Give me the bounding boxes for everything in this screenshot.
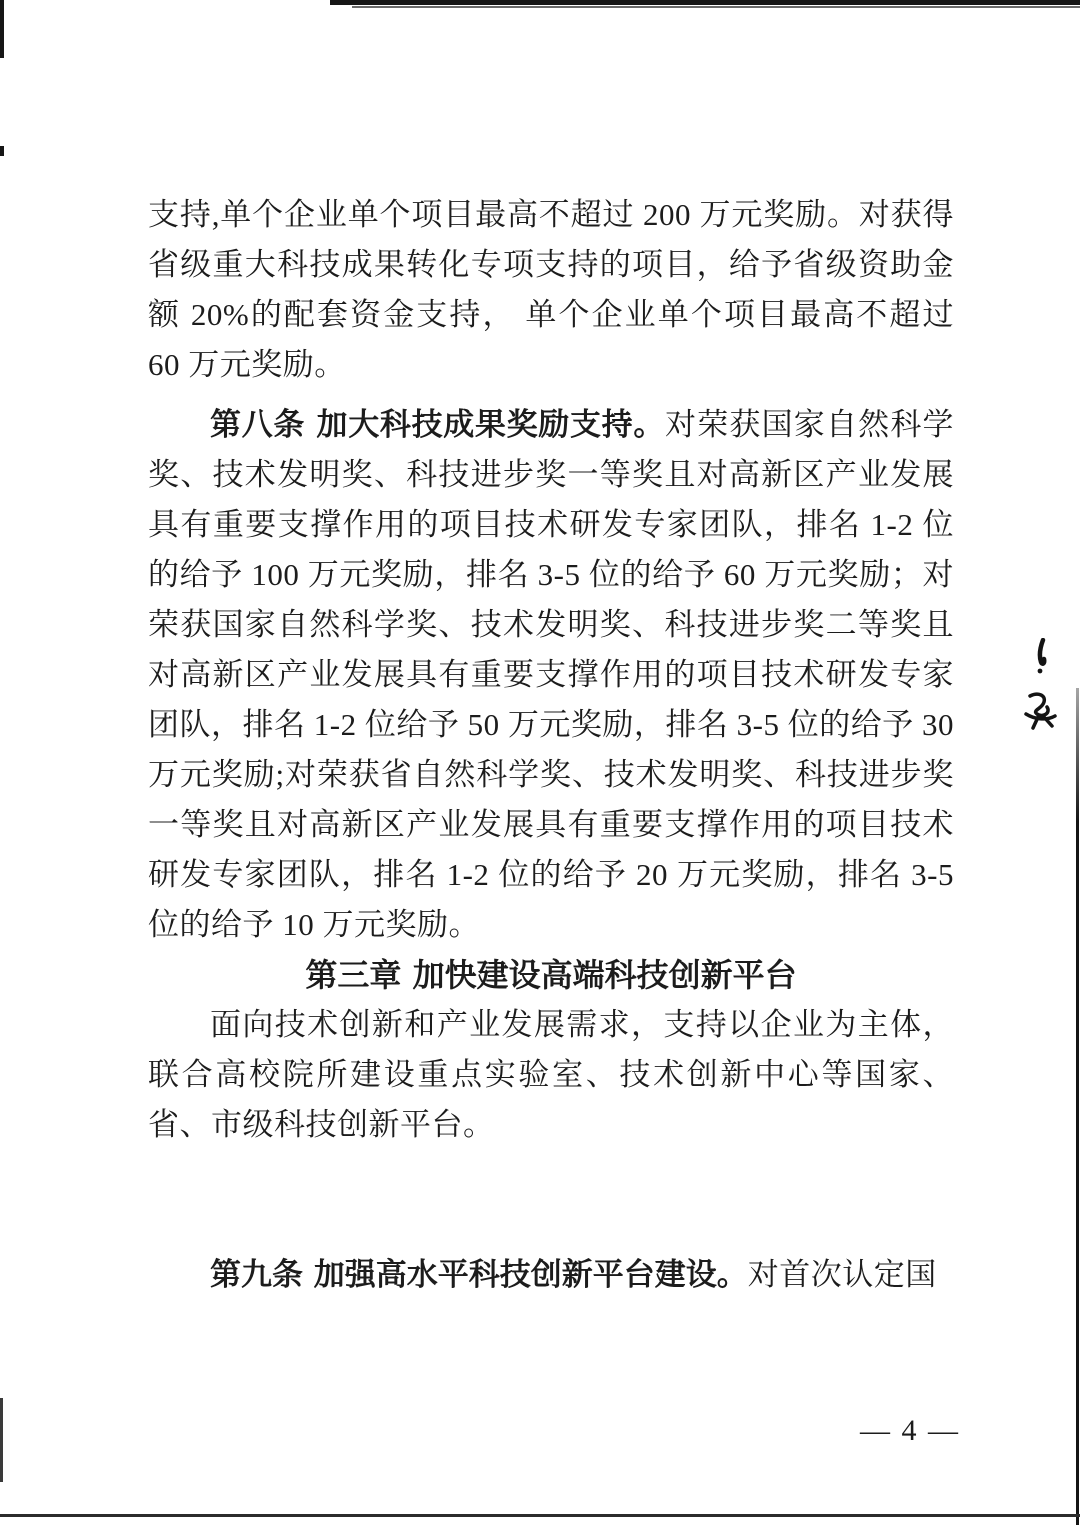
scan-artifact-left-top — [0, 0, 4, 58]
article-8-text: 对荣获国家自然科学奖、技术发明奖、科技进步奖一等奖且对高新区产业发展具有重要支撑作用的项目技术研发专家团队，排名 1-2 位的给予 100 万元奖励，排名 3-5 位的给予 60 万元奖励；对荣获国家自然科学奖、技术发明奖、科技进步奖二等奖且对高新区产业发展具有重要支撑作用的项目技术研发专家团队，排名 1-2 位给予 50 万元奖励，排名 3-5 位的给予 30 万元奖励;对荣获省自然科学奖、技术发明奖、科技进步奖一等奖且对高新区产业发展具有重要支撑作用的项目技术研发专家团队，排名 1-2 位的给予 20 万元奖励，排名 3-5 位的给予 10 万元奖励。 — [148, 407, 955, 942]
page-number: — 4 — — [860, 1414, 960, 1447]
chapter-3-intro-text: 面向技术创新和产业发展需求，支持以企业为主体，联合高校院所建设重点实验室、技术创新中心等国家、省、市级科技创新平台。 — [148, 1007, 954, 1142]
article-9-heading: 第九条 加强高水平科技创新平台建设。 — [210, 1257, 748, 1293]
paragraph-article-8 — [148, 400, 954, 950]
article-8-heading: 第八条 加大科技成果奖励支持。 — [210, 407, 666, 443]
ink-mark-scribble — [1018, 690, 1064, 737]
article-9-text: 对首次认定国 — [747, 1257, 937, 1292]
ink-mark-stroke — [1030, 638, 1052, 681]
scan-artifact-left-bottom — [0, 1398, 3, 1482]
scan-artifact-right-line — [1076, 688, 1079, 1525]
paragraph-text: 支持,单个企业单个项目最高不超过 200 万元奖励。对获得省级重大科技成果转化专项支持的项目，给予省级资助金额 20%的配套资金支持， 单个企业单个项目最高不超过 60 万元奖励。 — [148, 197, 954, 382]
paragraph-article-9 — [148, 1250, 954, 1300]
scan-artifact-top-band — [330, 0, 1080, 5]
paragraph-continuation — [148, 190, 954, 390]
document-body — [148, 190, 954, 1300]
scan-artifact-top-line — [352, 6, 1080, 8]
scan-artifact-bottom-line — [0, 1514, 1080, 1517]
paragraph-chapter-3-intro — [148, 1000, 954, 1150]
scan-artifact-left-tick — [0, 146, 4, 156]
chapter-3-heading: 第三章 加快建设高端科技创新平台 — [305, 956, 797, 994]
